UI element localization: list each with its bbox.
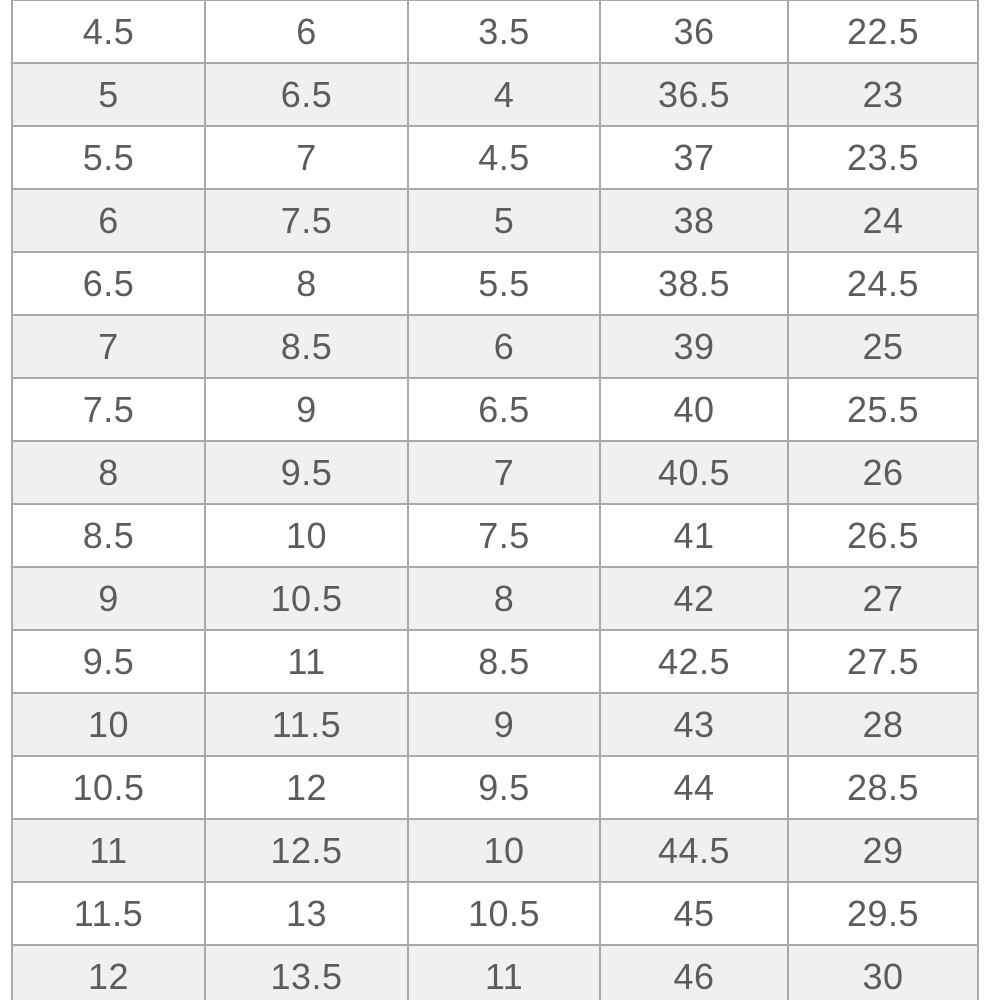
table-cell: 6.5 <box>205 63 408 126</box>
table-cell: 25.5 <box>788 378 978 441</box>
table-cell: 10.5 <box>12 756 205 819</box>
table-cell: 28.5 <box>788 756 978 819</box>
table-cell: 11.5 <box>12 882 205 945</box>
table-row <box>12 819 978 882</box>
table-row <box>12 189 978 252</box>
table-cell: 38 <box>600 189 788 252</box>
table-cell: 7.5 <box>205 189 408 252</box>
table-cell: 9 <box>408 693 600 756</box>
table-cell: 10.5 <box>408 882 600 945</box>
table-row <box>12 378 978 441</box>
table-row <box>12 315 978 378</box>
table-cell: 23 <box>788 63 978 126</box>
table-row <box>12 882 978 945</box>
table-row <box>12 252 978 315</box>
table-cell: 44.5 <box>600 819 788 882</box>
table-cell: 36.5 <box>600 63 788 126</box>
table-cell: 8 <box>205 252 408 315</box>
table-cell: 12 <box>12 945 205 1000</box>
table-cell: 5 <box>12 63 205 126</box>
table-cell: 4 <box>408 63 600 126</box>
table-cell: 7 <box>205 126 408 189</box>
table-row <box>12 693 978 756</box>
table-cell: 45 <box>600 882 788 945</box>
table-cell: 7.5 <box>408 504 600 567</box>
table-cell: 26 <box>788 441 978 504</box>
size-chart-body <box>12 0 978 1000</box>
table-cell: 6 <box>408 315 600 378</box>
table-cell: 5.5 <box>12 126 205 189</box>
table-cell: 40.5 <box>600 441 788 504</box>
table-cell: 5.5 <box>408 252 600 315</box>
table-cell: 42.5 <box>600 630 788 693</box>
table-row <box>12 0 978 63</box>
size-chart-container <box>11 0 977 1000</box>
table-cell: 6.5 <box>408 378 600 441</box>
table-cell: 13.5 <box>205 945 408 1000</box>
table-cell: 9 <box>12 567 205 630</box>
table-cell: 43 <box>600 693 788 756</box>
table-cell: 11 <box>408 945 600 1000</box>
table-cell: 44 <box>600 756 788 819</box>
table-cell: 10 <box>408 819 600 882</box>
table-cell: 8.5 <box>408 630 600 693</box>
table-cell: 28 <box>788 693 978 756</box>
table-cell: 29 <box>788 819 978 882</box>
table-row <box>12 441 978 504</box>
table-cell: 11.5 <box>205 693 408 756</box>
table-cell: 6.5 <box>12 252 205 315</box>
table-cell: 27 <box>788 567 978 630</box>
table-cell: 30 <box>788 945 978 1000</box>
size-chart-table <box>11 0 979 1000</box>
table-cell: 23.5 <box>788 126 978 189</box>
table-row <box>12 756 978 819</box>
table-cell: 10.5 <box>205 567 408 630</box>
table-cell: 12 <box>205 756 408 819</box>
table-cell: 11 <box>12 819 205 882</box>
table-cell: 11 <box>205 630 408 693</box>
table-cell: 24.5 <box>788 252 978 315</box>
table-cell: 9 <box>205 378 408 441</box>
table-cell: 25 <box>788 315 978 378</box>
table-cell: 8.5 <box>205 315 408 378</box>
table-cell: 10 <box>12 693 205 756</box>
table-cell: 26.5 <box>788 504 978 567</box>
table-cell: 6 <box>12 189 205 252</box>
table-row <box>12 630 978 693</box>
table-cell: 9.5 <box>205 441 408 504</box>
table-cell: 5 <box>408 189 600 252</box>
table-cell: 41 <box>600 504 788 567</box>
table-cell: 27.5 <box>788 630 978 693</box>
table-cell: 46 <box>600 945 788 1000</box>
table-cell: 39 <box>600 315 788 378</box>
table-cell: 9.5 <box>12 630 205 693</box>
table-cell: 4.5 <box>12 0 205 63</box>
table-cell: 38.5 <box>600 252 788 315</box>
table-cell: 12.5 <box>205 819 408 882</box>
table-cell: 3.5 <box>408 0 600 63</box>
table-row <box>12 63 978 126</box>
table-cell: 6 <box>205 0 408 63</box>
table-row <box>12 504 978 567</box>
table-cell: 10 <box>205 504 408 567</box>
table-cell: 8 <box>408 567 600 630</box>
table-row <box>12 126 978 189</box>
table-cell: 40 <box>600 378 788 441</box>
table-cell: 24 <box>788 189 978 252</box>
table-cell: 36 <box>600 0 788 63</box>
table-cell: 4.5 <box>408 126 600 189</box>
table-cell: 9.5 <box>408 756 600 819</box>
table-cell: 7.5 <box>12 378 205 441</box>
table-cell: 22.5 <box>788 0 978 63</box>
table-cell: 7 <box>408 441 600 504</box>
table-cell: 8.5 <box>12 504 205 567</box>
table-cell: 42 <box>600 567 788 630</box>
table-cell: 7 <box>12 315 205 378</box>
table-cell: 29.5 <box>788 882 978 945</box>
table-cell: 13 <box>205 882 408 945</box>
table-cell: 37 <box>600 126 788 189</box>
table-cell: 8 <box>12 441 205 504</box>
table-row <box>12 945 978 1000</box>
table-row <box>12 567 978 630</box>
